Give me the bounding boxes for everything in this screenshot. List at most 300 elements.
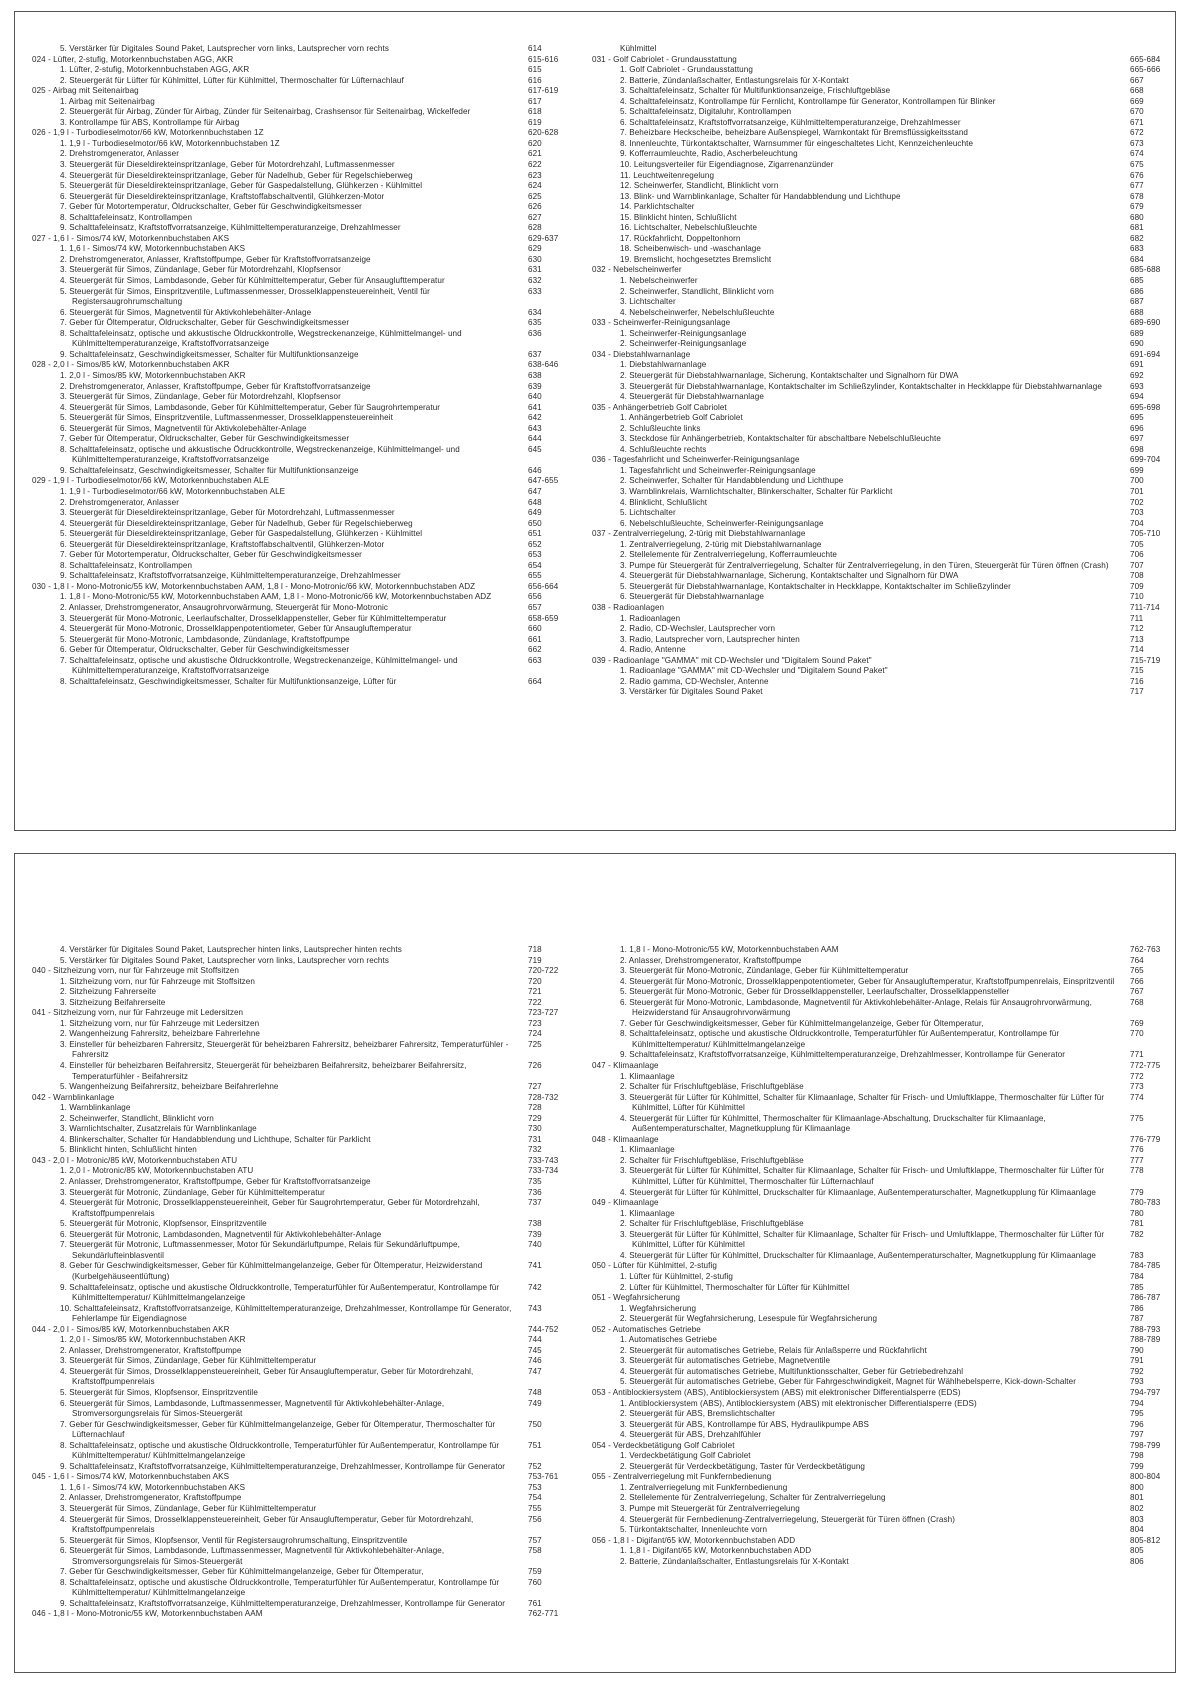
toc-entry[interactable]	[574, 1283, 1176, 1294]
toc-entry[interactable]	[574, 403, 1176, 414]
toc-entry[interactable]	[14, 1420, 574, 1441]
toc-entry[interactable]	[14, 97, 574, 108]
toc-entry-title: 2. Lüfter für Kühlmittel, Thermoschalter für Lüfter für Kühlmittel	[620, 1282, 850, 1292]
toc-entry-page: 691-694	[1130, 349, 1161, 359]
toc-entry[interactable]	[574, 1346, 1176, 1357]
toc-entry[interactable]	[14, 255, 574, 266]
toc-entry[interactable]	[14, 540, 574, 551]
toc-entry[interactable]	[574, 1019, 1176, 1030]
toc-entry[interactable]	[574, 476, 1176, 487]
toc-entry[interactable]	[14, 1536, 574, 1547]
toc-entry[interactable]	[14, 508, 574, 519]
toc-entry[interactable]	[574, 666, 1176, 677]
toc-entry[interactable]	[574, 181, 1176, 192]
toc-entry-title: 2. Anlasser, Drehstromgenerator, Kraftstoffpumpe	[60, 1493, 242, 1503]
toc-entry[interactable]	[574, 244, 1176, 255]
toc-entry[interactable]	[574, 1472, 1176, 1483]
toc-entry[interactable]	[574, 1272, 1176, 1283]
toc-entry[interactable]	[14, 1166, 574, 1177]
toc-entry[interactable]	[14, 265, 574, 276]
toc-entry[interactable]	[14, 487, 574, 498]
toc-entry[interactable]	[14, 1546, 574, 1567]
toc-list-bottom-left	[14, 945, 574, 1620]
toc-entry-title: 1. Sitzheizung vorn, nur für Fahrzeuge mit Ledersitzen	[60, 1018, 260, 1028]
toc-entry[interactable]	[574, 945, 1176, 956]
toc-entry[interactable]	[14, 86, 574, 97]
toc-entry[interactable]	[574, 424, 1176, 435]
toc-entry[interactable]	[14, 1441, 574, 1462]
toc-entry[interactable]	[574, 1451, 1176, 1462]
toc-entry[interactable]	[574, 1166, 1176, 1187]
toc-entry-title: 15. Blinklicht hinten, Schlußlicht	[620, 212, 737, 222]
toc-entry[interactable]	[574, 413, 1176, 424]
toc-entry[interactable]	[574, 529, 1176, 540]
toc-entry-title: 12. Scheinwerfer, Standlicht, Blinklicht vorn	[620, 181, 779, 191]
toc-entry[interactable]	[574, 1335, 1176, 1346]
toc-entry[interactable]	[574, 687, 1176, 698]
toc-entry[interactable]	[14, 1198, 574, 1219]
toc-entry-page: 689	[1130, 328, 1144, 338]
toc-entry[interactable]	[574, 1557, 1176, 1568]
toc-entry[interactable]	[574, 508, 1176, 519]
toc-entry-page: 747	[528, 1366, 542, 1376]
toc-entry[interactable]	[14, 1135, 574, 1146]
toc-entry[interactable]	[574, 1325, 1176, 1336]
toc-entry[interactable]	[14, 1093, 574, 1104]
toc-entry[interactable]	[14, 677, 574, 688]
toc-entry[interactable]	[574, 519, 1176, 530]
toc-entry[interactable]	[574, 287, 1176, 298]
toc-entry[interactable]	[574, 1293, 1176, 1304]
toc-entry[interactable]	[14, 1188, 574, 1199]
toc-entry-page: 727	[528, 1082, 542, 1092]
toc-entry[interactable]	[14, 956, 574, 967]
toc-entry[interactable]	[574, 202, 1176, 213]
toc-entry[interactable]	[14, 582, 574, 593]
toc-entry[interactable]	[14, 171, 574, 182]
toc-entry[interactable]	[574, 998, 1176, 1019]
toc-entry-page: 764	[1130, 955, 1144, 965]
toc-entry[interactable]	[574, 1188, 1176, 1199]
toc-entry[interactable]	[14, 1261, 574, 1282]
toc-entry[interactable]	[574, 455, 1176, 466]
toc-entry[interactable]	[14, 1325, 574, 1336]
toc-entry[interactable]	[574, 1441, 1176, 1452]
toc-entry[interactable]	[14, 413, 574, 424]
toc-entry[interactable]	[14, 987, 574, 998]
toc-entry[interactable]	[14, 1388, 574, 1399]
toc-entry[interactable]	[574, 1430, 1176, 1441]
toc-entry[interactable]	[14, 966, 574, 977]
toc-entry-page: 724	[528, 1029, 542, 1039]
toc-entry[interactable]	[14, 318, 574, 329]
toc-entry[interactable]	[574, 86, 1176, 97]
toc-entry[interactable]	[574, 1420, 1176, 1431]
toc-entry-page: 688	[1130, 307, 1144, 317]
toc-entry[interactable]	[14, 350, 574, 361]
toc-entry-page: 805	[1130, 1546, 1144, 1556]
toc-entry[interactable]	[574, 1135, 1176, 1146]
toc-entry[interactable]	[574, 1230, 1176, 1251]
toc-entry[interactable]	[574, 550, 1176, 561]
toc-entry[interactable]	[14, 1504, 574, 1515]
toc-entry-title: 2. Batterie, Zündanlaßschalter, Entlastungsrelais für X-Kontakt	[620, 1556, 849, 1566]
toc-entry[interactable]	[14, 1462, 574, 1473]
toc-entry[interactable]	[14, 118, 574, 129]
toc-entry[interactable]	[14, 519, 574, 530]
toc-entry[interactable]	[14, 403, 574, 414]
toc-entry[interactable]	[14, 1609, 574, 1620]
toc-entry[interactable]	[574, 1525, 1176, 1536]
toc-entry[interactable]	[14, 561, 574, 572]
toc-entry[interactable]	[574, 1377, 1176, 1388]
toc-entry-title: 1. Zentralverriegelung mit Funkfernbedienung	[620, 1482, 788, 1492]
toc-entry[interactable]	[574, 118, 1176, 129]
toc-entry[interactable]	[14, 1230, 574, 1241]
toc-entry[interactable]	[14, 945, 574, 956]
toc-entry[interactable]	[14, 1240, 574, 1261]
toc-entry[interactable]	[14, 977, 574, 988]
toc-entry[interactable]	[14, 571, 574, 582]
toc-entry[interactable]	[14, 308, 574, 319]
toc-entry[interactable]	[14, 1040, 574, 1061]
toc-entry[interactable]	[574, 1515, 1176, 1526]
toc-entry[interactable]	[574, 308, 1176, 319]
toc-entry[interactable]	[14, 202, 574, 213]
toc-entry-title: 4. Steuergerät für Simos, Drosselklappensteuereinheit, Geber für Ansaugluftemperatur, Geber für Motordrehzahl, Kraftstoffpumpenrelais	[60, 1366, 474, 1387]
toc-entry[interactable]	[14, 529, 574, 540]
toc-entry-title: 1. Diebstahlwarnanlage	[620, 360, 707, 370]
toc-entry[interactable]	[574, 1093, 1176, 1114]
toc-entry[interactable]	[14, 392, 574, 403]
toc-entry-title: 029 - 1,9 l - Turbodieselmotor/66 kW, Motorkennbuchstaben ALE	[32, 476, 270, 486]
toc-entry[interactable]	[574, 1261, 1176, 1272]
toc-entry[interactable]	[574, 614, 1176, 625]
toc-entry[interactable]	[574, 128, 1176, 139]
toc-entry[interactable]	[14, 244, 574, 255]
toc-entry[interactable]	[14, 645, 574, 656]
toc-entry[interactable]	[574, 234, 1176, 245]
toc-entry[interactable]	[14, 382, 574, 393]
toc-entry[interactable]	[574, 677, 1176, 688]
toc-entry-title: 2. Batterie, Zündanlaßschalter, Entlastungsrelais für X-Kontakt	[620, 75, 849, 85]
toc-entry[interactable]	[574, 318, 1176, 329]
toc-entry[interactable]	[14, 1356, 574, 1367]
toc-entry[interactable]	[14, 1124, 574, 1135]
toc-entry[interactable]	[574, 571, 1176, 582]
toc-entry-page: 802	[1130, 1503, 1144, 1513]
toc-entry[interactable]	[574, 1219, 1176, 1230]
toc-entry-title: 038 - Radioanlagen	[592, 602, 665, 612]
toc-entry-page: 735	[528, 1177, 542, 1187]
toc-entry[interactable]	[14, 592, 574, 603]
toc-entry[interactable]	[14, 1219, 574, 1230]
toc-entry[interactable]	[574, 1304, 1176, 1315]
toc-entry[interactable]	[574, 1145, 1176, 1156]
toc-entry[interactable]	[574, 382, 1176, 393]
toc-entry-title: 041 - Sitzheizung vorn, nur für Fahrzeuge mit Ledersitzen	[32, 1008, 244, 1018]
toc-entry-page: 667	[1130, 75, 1144, 85]
toc-entry[interactable]	[574, 1399, 1176, 1410]
toc-entry[interactable]	[574, 624, 1176, 635]
toc-entry[interactable]	[14, 149, 574, 160]
toc-entry[interactable]	[14, 76, 574, 87]
toc-entry[interactable]	[574, 1156, 1176, 1167]
toc-entry[interactable]	[14, 276, 574, 287]
toc-entry[interactable]	[574, 987, 1176, 998]
toc-entry-title: 5. Verstärker für Digitales Sound Paket, Lautsprecher vorn links, Lautsprecher vorn rechts	[60, 44, 389, 53]
toc-entry[interactable]	[574, 1546, 1176, 1557]
toc-entry[interactable]	[574, 360, 1176, 371]
toc-entry[interactable]	[14, 234, 574, 245]
toc-entry[interactable]	[14, 213, 574, 224]
toc-entry[interactable]	[14, 1493, 574, 1504]
toc-entry[interactable]	[14, 1483, 574, 1494]
toc-entry-page: 772-775	[1130, 1061, 1161, 1071]
toc-entry[interactable]	[574, 561, 1176, 572]
toc-entry[interactable]	[574, 1409, 1176, 1420]
toc-entry[interactable]	[574, 1356, 1176, 1367]
toc-entry[interactable]	[14, 223, 574, 234]
toc-entry-page: 748	[528, 1387, 542, 1397]
toc-entry-page: 685	[1130, 276, 1144, 286]
toc-entry[interactable]	[574, 1367, 1176, 1378]
toc-entry[interactable]	[574, 213, 1176, 224]
toc-entry[interactable]	[14, 371, 574, 382]
toc-entry-title: 6. Steuergerät für Dieseldirekteinspritzanlage, Kraftstoffabschaltventil, Glühkerzen-Motor	[60, 191, 385, 201]
toc-entry[interactable]	[14, 498, 574, 509]
toc-entry[interactable]	[14, 1304, 574, 1325]
toc-entry-page: 753	[528, 1482, 542, 1492]
toc-entry-page: 766	[1130, 976, 1144, 986]
toc-entry[interactable]	[574, 1388, 1176, 1399]
toc-entry[interactable]	[574, 139, 1176, 150]
toc-entry[interactable]	[14, 1103, 574, 1114]
toc-entry-page: 753-761	[528, 1472, 559, 1482]
toc-entry[interactable]	[574, 223, 1176, 234]
toc-entry[interactable]	[14, 139, 574, 150]
toc-entry[interactable]	[574, 339, 1176, 350]
toc-entry-title: 5. Türkontaktschalter, Innenleuchte vorn	[620, 1525, 768, 1535]
toc-entry[interactable]	[14, 329, 574, 350]
toc-entry[interactable]	[574, 1462, 1176, 1473]
toc-entry[interactable]	[14, 1019, 574, 1030]
toc-entry[interactable]	[574, 977, 1176, 988]
toc-entry[interactable]	[574, 255, 1176, 266]
toc-entry-title: 2. Radio, CD-Wechsler, Lautsprecher vorn	[620, 624, 776, 634]
toc-entry[interactable]	[574, 603, 1176, 614]
toc-entry[interactable]	[574, 434, 1176, 445]
toc-entry[interactable]	[14, 998, 574, 1009]
toc-entry[interactable]	[574, 1209, 1176, 1220]
toc-entry[interactable]	[574, 107, 1176, 118]
toc-entry[interactable]	[574, 1050, 1176, 1061]
toc-entry[interactable]	[574, 487, 1176, 498]
toc-entry-title: 2. Steuergerät für Wegfahrsicherung, Lesespule für Wegfahrsicherung	[620, 1314, 878, 1324]
toc-entry[interactable]	[574, 65, 1176, 76]
toc-entry[interactable]	[14, 445, 574, 466]
toc-entry[interactable]	[574, 1493, 1176, 1504]
toc-entry[interactable]	[574, 656, 1176, 667]
toc-entry-page: 803	[1130, 1514, 1144, 1524]
toc-entry[interactable]	[574, 276, 1176, 287]
toc-entry[interactable]	[574, 149, 1176, 160]
toc-entry-page: 620	[528, 138, 542, 148]
toc-entry[interactable]	[574, 1536, 1176, 1547]
toc-entry[interactable]	[574, 645, 1176, 656]
toc-entry[interactable]	[14, 107, 574, 118]
toc-entry[interactable]	[574, 192, 1176, 203]
toc-entry-page: 791	[1130, 1356, 1144, 1366]
toc-entry[interactable]	[574, 956, 1176, 967]
toc-entry[interactable]	[574, 55, 1176, 66]
toc-entry[interactable]	[574, 76, 1176, 87]
toc-entry[interactable]	[14, 65, 574, 76]
toc-entry[interactable]	[14, 360, 574, 371]
toc-entry-page: 805-812	[1130, 1535, 1161, 1545]
toc-entry[interactable]	[574, 160, 1176, 171]
toc-entry[interactable]	[14, 1567, 574, 1578]
toc-entry[interactable]	[574, 1504, 1176, 1515]
toc-entry-title: 4. Steuergerät für Mono-Motronic, Drosselklappenpotentiometer, Geber für Ansaugluftemperatur	[60, 624, 412, 634]
toc-entry[interactable]	[574, 1251, 1176, 1262]
toc-entry-title: 046 - 1,8 l - Mono-Motronic/55 kW, Motorkennbuchstaben AAM	[32, 1609, 263, 1619]
toc-entry[interactable]	[574, 1061, 1176, 1072]
column-top-right	[574, 0, 1176, 842]
toc-entry[interactable]	[574, 329, 1176, 340]
toc-entry[interactable]	[14, 434, 574, 445]
toc-entry-page: 784	[1130, 1271, 1144, 1281]
toc-list-bottom-right	[574, 945, 1176, 1567]
toc-entry-page: 681	[1130, 223, 1144, 233]
toc-entry-title: 4. Steuergerät für Lüfter für Kühlmittel, Druckschalter für Klimaanlage, Außentemperaturschalter, Magnetkupplung für Klimaanlage	[620, 1250, 1096, 1260]
toc-entry[interactable]	[574, 297, 1176, 308]
toc-entry[interactable]	[574, 1072, 1176, 1083]
toc-entry[interactable]	[14, 466, 574, 477]
toc-entry[interactable]	[574, 392, 1176, 403]
toc-entry[interactable]	[14, 424, 574, 435]
toc-entry[interactable]	[14, 1156, 574, 1167]
toc-entry-page: 776-779	[1130, 1134, 1161, 1144]
toc-entry-page: 729	[528, 1113, 542, 1123]
toc-entry[interactable]	[14, 181, 574, 192]
toc-entry[interactable]	[14, 1472, 574, 1483]
toc-entry[interactable]	[14, 1578, 574, 1599]
toc-entry[interactable]	[14, 128, 574, 139]
toc-entry-page: 725	[528, 1039, 542, 1049]
toc-entry[interactable]	[14, 1335, 574, 1346]
toc-entry-page: 657	[528, 602, 542, 612]
toc-entry[interactable]	[14, 1114, 574, 1125]
toc-entry-page: 640	[528, 392, 542, 402]
toc-entry-title: 4. Steuergerät für Motronic, Drosselklappensteuereinheit, Geber für Saugrohrtemperatur, Geber für Motordrehzahl, Kraftstoffpumpenrelais	[60, 1198, 480, 1218]
toc-entry-title: 052 - Automatisches Getriebe	[592, 1324, 701, 1334]
toc-entry-page: 711	[1130, 613, 1144, 623]
toc-entry[interactable]	[14, 1082, 574, 1093]
toc-entry[interactable]	[574, 1198, 1176, 1209]
toc-entry-title: 6. Steuergerät für Mono-Motronic, Lambdasonde, Magnetventil für Aktivkohlebehälter-Anlage, Relais für Ansaugrohrvorwärmung, Heizwiderstand für Ansaugrohrvorwärmung	[620, 997, 1093, 1018]
toc-entry[interactable]	[14, 1599, 574, 1610]
toc-entry[interactable]	[14, 1029, 574, 1040]
toc-entry[interactable]	[574, 582, 1176, 593]
toc-entry-page: 773	[1130, 1082, 1144, 1092]
toc-entry[interactable]	[574, 1082, 1176, 1093]
toc-entry[interactable]	[14, 1515, 574, 1536]
toc-entry[interactable]	[14, 550, 574, 561]
toc-entry-title: 1. Lüfter, 2-stufig, Motorkennbuchstaben AGG, AKR	[60, 65, 250, 75]
toc-entry[interactable]	[14, 55, 574, 66]
toc-entry[interactable]	[14, 1177, 574, 1188]
toc-entry-page: 780-783	[1130, 1198, 1161, 1208]
toc-entry[interactable]	[14, 614, 574, 625]
toc-entry[interactable]	[14, 1367, 574, 1388]
toc-entry[interactable]	[14, 1283, 574, 1304]
toc-entry[interactable]	[14, 44, 574, 55]
toc-entry-page: 653	[528, 550, 542, 560]
toc-entry[interactable]	[14, 476, 574, 487]
toc-entry-page: 689-690	[1130, 318, 1161, 328]
toc-entry[interactable]	[574, 97, 1176, 108]
toc-entry[interactable]	[14, 1145, 574, 1156]
toc-entry[interactable]	[14, 624, 574, 635]
toc-entry-page: 762-771	[528, 1609, 559, 1619]
toc-entry[interactable]	[574, 350, 1176, 361]
toc-entry-title: 3. Steuergerät für Dieseldirekteinspritzanlage, Geber für Motordrehzahl, Luftmassenmesser	[60, 508, 395, 518]
toc-entry[interactable]	[574, 466, 1176, 477]
toc-entry[interactable]	[574, 498, 1176, 509]
toc-entry-page: 723	[528, 1018, 542, 1028]
toc-entry[interactable]	[14, 1346, 574, 1357]
toc-entry[interactable]	[574, 1114, 1176, 1135]
toc-entry-page: 705	[1130, 539, 1144, 549]
toc-entry-title: 054 - Verdeckbetätigung Golf Cabriolet	[592, 1440, 735, 1450]
toc-entry-page: 787	[1130, 1314, 1144, 1324]
toc-entry[interactable]	[574, 171, 1176, 182]
toc-entry-page: 616	[528, 75, 542, 85]
toc-entry[interactable]	[14, 1399, 574, 1420]
toc-entry[interactable]	[14, 635, 574, 646]
toc-entry-title: 4. Schlußleuchte rechts	[620, 444, 707, 454]
toc-entry-title: 1. Zentralverriegelung, 2-türig mit Diebstahlwarnanlage	[620, 539, 822, 549]
toc-entry[interactable]	[574, 371, 1176, 382]
toc-entry[interactable]	[574, 265, 1176, 276]
toc-entry[interactable]	[574, 445, 1176, 456]
toc-entry[interactable]	[574, 540, 1176, 551]
toc-entry-page: 772	[1130, 1071, 1144, 1081]
toc-entry[interactable]	[574, 635, 1176, 646]
toc-entry[interactable]	[14, 1061, 574, 1082]
toc-entry[interactable]	[574, 44, 1176, 55]
toc-entry-page: 617-619	[528, 86, 559, 96]
toc-entry-title: 4. Steuergerät für Simos, Lambdasonde, Geber für Kühlmitteltemperatur, Geber für Saugrohrtemperatur	[60, 402, 441, 412]
toc-entry[interactable]	[14, 192, 574, 203]
toc-entry[interactable]	[14, 656, 574, 677]
toc-entry[interactable]	[14, 1008, 574, 1019]
toc-entry[interactable]	[574, 1314, 1176, 1325]
toc-entry-title: 055 - Zentralverriegelung mit Funkfernbedienung	[592, 1472, 772, 1482]
toc-entry[interactable]	[574, 966, 1176, 977]
toc-entry[interactable]	[574, 1029, 1176, 1050]
toc-entry-title: 3. Sitzheizung Beifahrerseite	[60, 997, 166, 1007]
toc-entry-title: 027 - 1,6 l - Simos/74 kW, Motorkennbuchstaben AKS	[32, 233, 230, 243]
toc-entry[interactable]	[14, 160, 574, 171]
toc-entry[interactable]	[574, 1483, 1176, 1494]
toc-entry[interactable]	[574, 592, 1176, 603]
toc-entry[interactable]	[14, 603, 574, 614]
toc-entry-title: 4. Blinklicht, Schlußlicht	[620, 497, 708, 507]
toc-entry-page: 620-628	[528, 128, 559, 138]
toc-entry[interactable]	[14, 287, 574, 308]
